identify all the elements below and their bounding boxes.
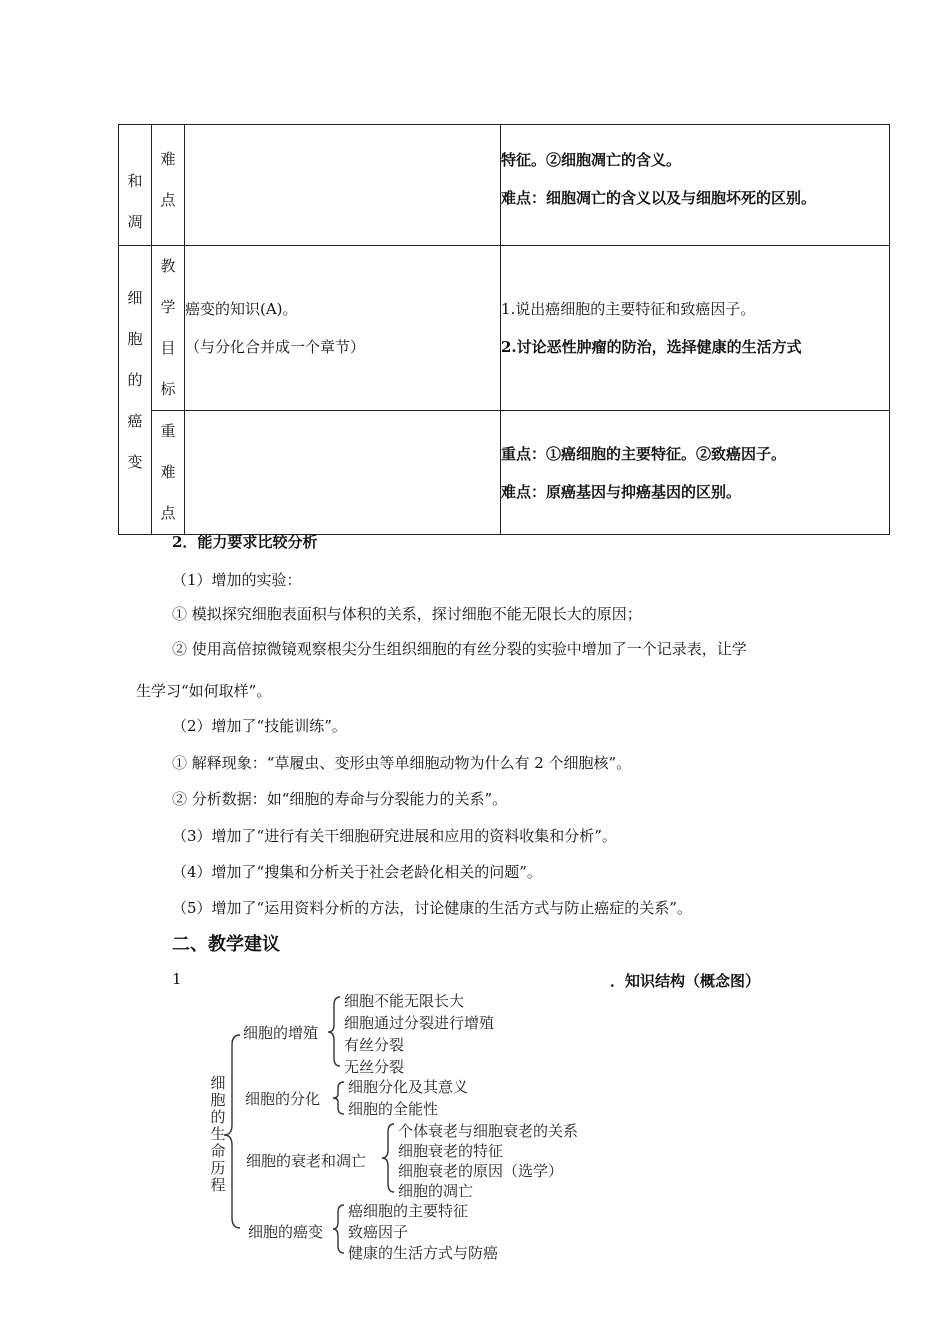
paragraph-line: （3）增加了“进行有关干细胞研究进展和应用的资料收集和分析”。 xyxy=(172,827,617,845)
branch-node: 细胞的增殖 xyxy=(243,1024,319,1042)
branch-brace xyxy=(382,1124,394,1192)
paragraph-line: （2）增加了“技能训练”。 xyxy=(172,717,347,735)
cell-line: 特征。②细胞凋亡的含义。 xyxy=(501,151,682,169)
subheading-text: ．知识结构（概念图） xyxy=(610,972,761,990)
category-char: 重 xyxy=(160,422,176,440)
category-char: 学 xyxy=(160,298,176,316)
root-char: 程 xyxy=(210,1176,226,1194)
leaf-node: 无丝分裂 xyxy=(344,1058,405,1076)
paragraph-line: （4）增加了“搜集和分析关于社会老龄化相关的问题”。 xyxy=(172,863,542,881)
root-char: 胞 xyxy=(210,1091,226,1109)
branch-brace xyxy=(333,1205,344,1253)
cell-line: 1.说出癌细胞的主要特征和致癌因子。 xyxy=(501,300,756,318)
paragraph-line: ① 解释现象：“草履虫、变形虫等单细胞动物为什么有 2 个细胞核”。 xyxy=(172,754,632,772)
paragraph-line: （5）增加了“运用资料分析的方法，讨论健康的生活方式与防止癌症的关系”。 xyxy=(172,899,692,917)
paragraph-line: （1）增加的实验： xyxy=(172,571,302,589)
section-heading: 二、教学建议 xyxy=(172,934,280,955)
leaf-node: 健康的生活方式与防癌 xyxy=(348,1244,499,1262)
leaf-node: 细胞衰老的特征 xyxy=(398,1142,504,1160)
category-char: 难 xyxy=(160,150,176,168)
branch-brace xyxy=(328,997,340,1066)
leaf-node: 细胞的全能性 xyxy=(348,1100,439,1118)
leaf-node: 个体衰老与细胞衰老的关系 xyxy=(398,1122,579,1140)
branch-node: 细胞的衰老和凋亡 xyxy=(246,1152,367,1170)
leaf-node: 有丝分裂 xyxy=(344,1036,405,1054)
leaf-node: 细胞的凋亡 xyxy=(398,1182,474,1200)
topic-char: 细 xyxy=(127,289,143,307)
cell-line: （与分化合并成一个章节） xyxy=(185,338,366,356)
root-char: 历 xyxy=(210,1159,226,1177)
category-char: 难 xyxy=(160,463,176,481)
cell-line: 癌变的知识(A)。 xyxy=(185,300,298,318)
root-node xyxy=(206,1075,230,1194)
category-char: 点 xyxy=(160,504,176,522)
subheading-number: 1 xyxy=(172,970,182,988)
topic-char: 癌 xyxy=(127,412,143,430)
cell-line: 2.讨论恶性肿瘤的防治，选择健康的生活方式 xyxy=(501,338,802,356)
root-char: 生 xyxy=(210,1125,226,1143)
category-char: 目 xyxy=(160,339,176,357)
leaf-node: 细胞分化及其意义 xyxy=(348,1078,469,1096)
paragraph-line: 生学习“如何取样”。 xyxy=(136,682,272,700)
root-char: 命 xyxy=(210,1142,226,1160)
category-char: 点 xyxy=(160,191,176,209)
section-title: 2．能力要求比较分析 xyxy=(172,533,318,551)
topic-char: 胞 xyxy=(127,330,143,348)
cell-line: 重点：①癌细胞的主要特征。②致癌因子。 xyxy=(501,444,787,463)
leaf-node: 细胞不能无限长大 xyxy=(344,992,465,1010)
topic-char: 的 xyxy=(127,371,143,389)
branch-node: 细胞的癌变 xyxy=(248,1223,324,1241)
leaf-node: 细胞衰老的原因（选学） xyxy=(398,1162,564,1180)
leaf-node: 细胞通过分裂进行增殖 xyxy=(344,1014,495,1032)
paragraph-line: ② 分析数据：如“细胞的寿命与分裂能力的关系”。 xyxy=(172,790,508,808)
branch-node: 细胞的分化 xyxy=(245,1090,321,1108)
leaf-node: 致癌因子 xyxy=(348,1223,409,1241)
root-char: 细 xyxy=(210,1074,226,1092)
cell-line: 难点：细胞凋亡的含义以及与细胞坏死的区别。 xyxy=(501,189,817,207)
category-char: 教 xyxy=(160,257,176,275)
topic-char: 和 xyxy=(127,172,143,190)
cell-line: 难点：原癌基因与抑癌基因的区别。 xyxy=(501,482,742,501)
root-char: 的 xyxy=(210,1108,226,1126)
topic-char: 凋 xyxy=(127,213,143,231)
leaf-node: 癌细胞的主要特征 xyxy=(348,1202,469,1220)
topic-char: 变 xyxy=(127,453,143,471)
branch-brace xyxy=(333,1082,344,1114)
paragraph-line: ① 模拟探究细胞表面积与体积的关系，探讨细胞不能无限长大的原因； xyxy=(172,605,642,623)
paragraph-line: ② 使用高倍掠微镜观察根尖分生组织细胞的有丝分裂的实验中增加了一个记录表，让学 xyxy=(172,640,747,658)
category-char: 标 xyxy=(160,380,176,398)
